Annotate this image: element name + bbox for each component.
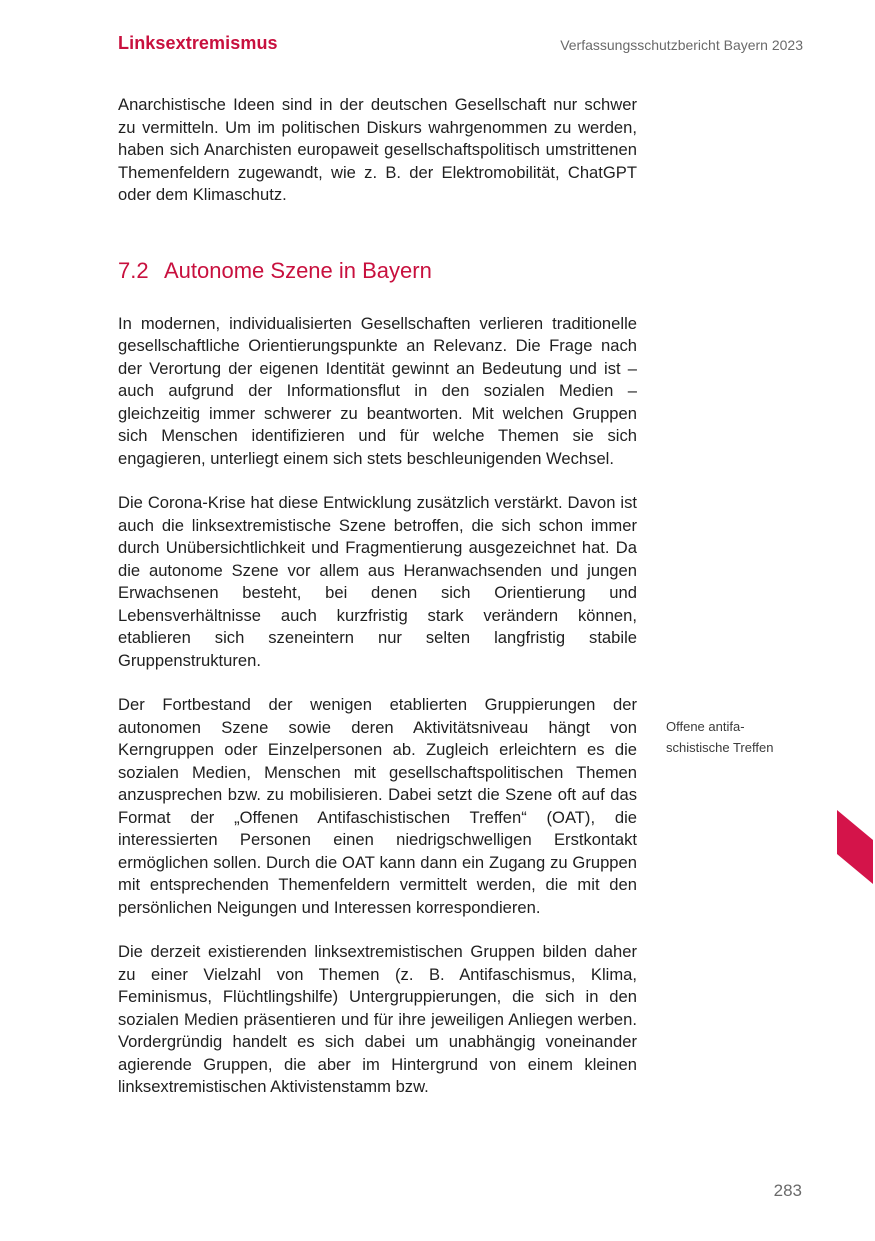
margin-note (666, 716, 816, 758)
chapter-thumb-tab-shape (837, 810, 873, 884)
chapter-thumb-tab (837, 810, 873, 884)
section-title: Autonome Szene in Bayern (164, 257, 432, 283)
main-text-column (118, 94, 637, 1099)
section-heading (118, 257, 637, 285)
body-paragraph: In modernen, individualisierten Gesellschaften verlieren traditionelle gesellschaftliche Orientierungspunkte an Relevanz. Die Frage nach der Verortung der eigenen Identität gewinnt an Bedeutung und ist – auch aufgrund der Informationsflut in den sozialen Medien – gleichzeitig immer schwerer zu beantworten. Mit welchen Gruppen sich Menschen identifizieren und für welche Themen sie sich engagieren, unterliegt einem sich stets beschleunigenden Wechsel. (118, 313, 637, 468)
report-title: Verfassungsschutzbericht Bayern 2023 (560, 37, 803, 53)
margin-note-line: Offene antifa- (666, 719, 745, 734)
page-number: 283 (773, 1181, 802, 1200)
chapter-title: Linksextremismus (118, 33, 278, 53)
body-paragraph: Die Corona-Krise hat diese Entwicklung zusätzlich verstärkt. Davon ist auch die linksextremistische Szene betroffen, die sich schon immer durch Unübersichtlichkeit und Fragmentierung ausgezeichnet hat. Da die autonome Szene vor allem aus Heranwachsenden und jungen Erwachsenen besteht, bei denen sich Orientierung und Lebensverhältnisse auch kurzfristig stark verändern können, etablieren sich szeneintern nur selten langfristig stabile Gruppenstrukturen. (118, 493, 637, 670)
body-paragraph: Der Fortbestand der wenigen etablierten Gruppierungen der autonomen Szene sowie deren Aktivitätsniveau hängt von Kerngruppen oder Einzelpersonen ab. Zugleich erleichtern es die sozialen Medien, Menschen mit gesellschaftspolitischen Themen anzusprechen bzw. zu mobilisieren. Dabei setzt die Szene oft auf das Format der „Offenen Antifaschistischen Treffen“ (OAT), die interessierten Personen einen niedrigschwelligen Erstkontakt ermöglichen sollen. Durch die OAT kann dann ein Zugang zu Gruppen mit entsprechenden Themenfeldern vermittelt werden, die mit den persönlichen Neigungen und Interessen korrespondieren. (118, 695, 637, 917)
intro-paragraph: Anarchistische Ideen sind in der deutschen Gesellschaft nur schwer zu vermitteln. Um im politischen Diskurs wahrgenommen zu werden, haben sich Anarchisten europaweit gesellschaftspolitisch umstrittenen Themenfeldern zugewandt, wie z. B. der Elektromobilität, ChatGPT oder dem Klimaschutz. (118, 95, 637, 204)
body-paragraph: Die derzeit existierenden linksextremistischen Gruppen bilden daher zu einer Vielzahl von Themen (z. B. Antifaschismus, Klima, Feminismus, Flüchtlingshilfe) Untergruppierungen, die sich in den sozialen Medien präsentieren und für ihre jeweiligen Anliegen werben. Vordergründig handelt es sich dabei um unabhängig voneinander agierende Gruppen, die aber im Hintergrund von einem kleinen linksextremistischen Aktivistenstamm bzw. (118, 942, 637, 1096)
margin-note-line: schistische Treffen (666, 740, 774, 755)
section-number: 7.2 (118, 257, 149, 283)
